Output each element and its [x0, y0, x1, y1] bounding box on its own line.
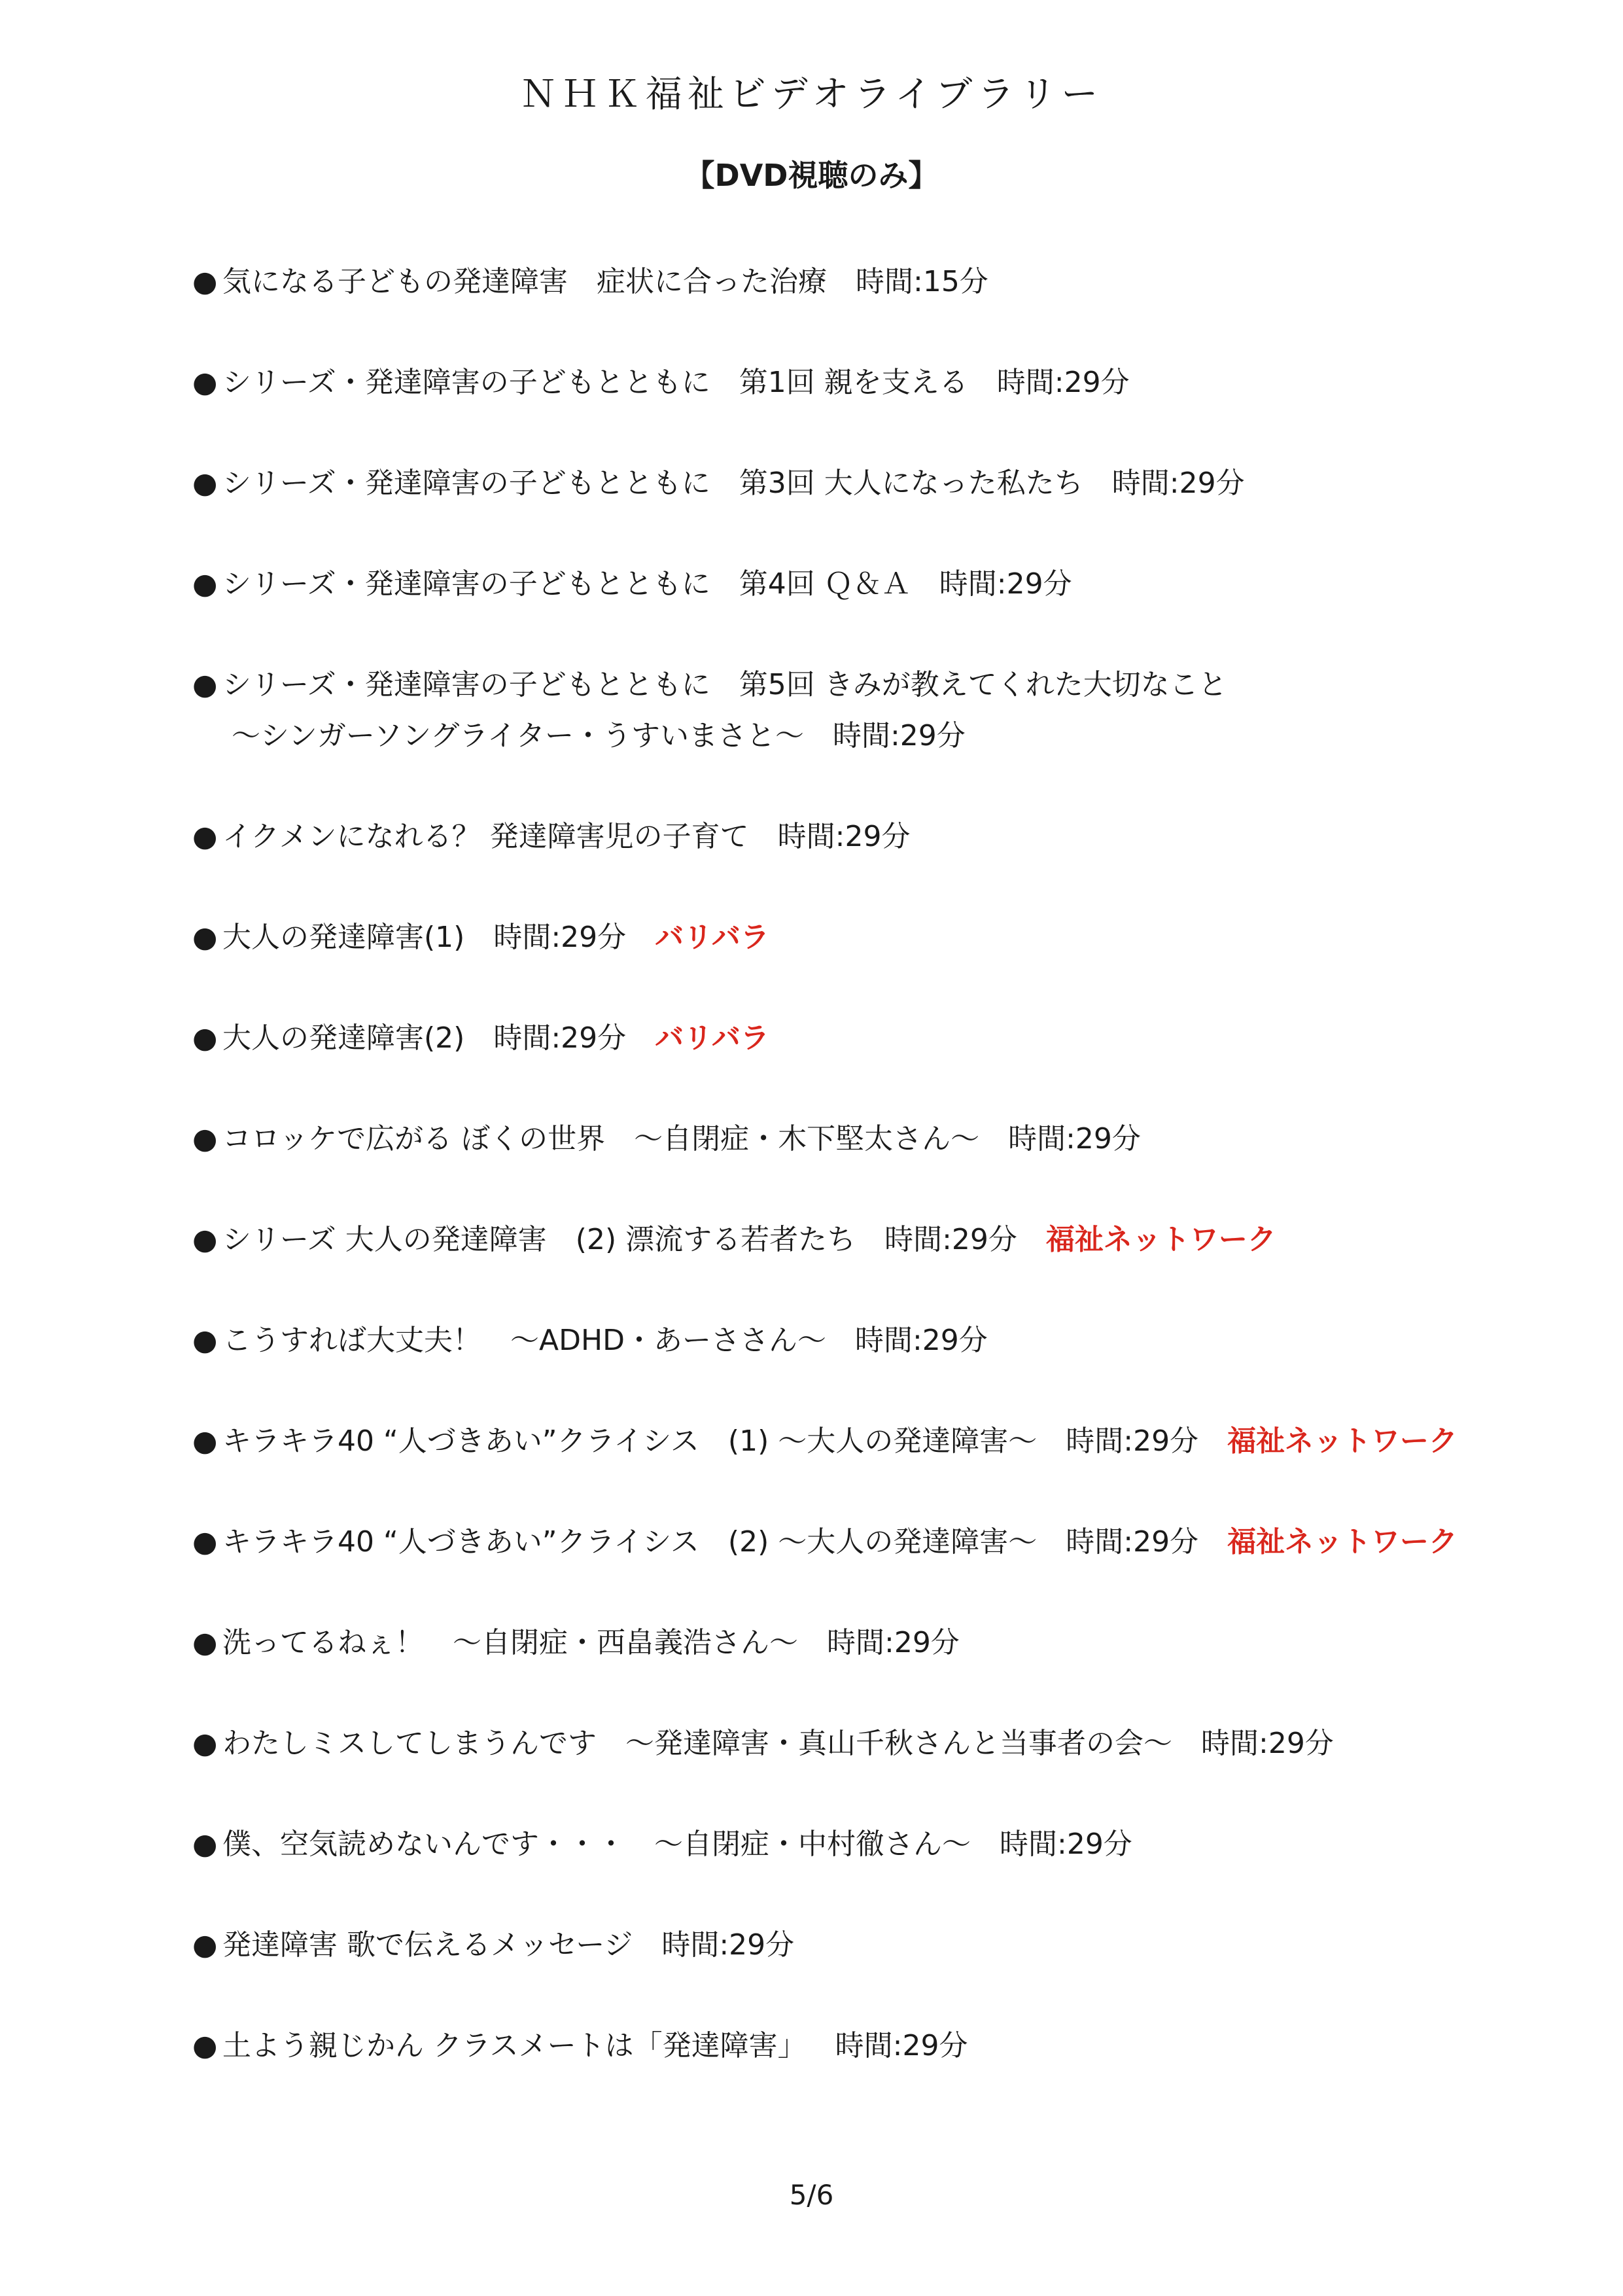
- video-duration: 時間:29分: [1000, 1828, 1132, 1861]
- bullet-icon: ●: [192, 1324, 218, 1357]
- video-duration: 時間:29分: [493, 921, 627, 954]
- list-item: [192, 1416, 1566, 1467]
- list-item: [192, 1214, 1566, 1265]
- video-title: わたしミスしてしまうんです ～発達障害・真山千秋さんと当事者の会～: [222, 1727, 1172, 1760]
- page-title: ＮＨＫ福祉ビデオライブラリー: [519, 73, 1104, 116]
- list-item: [192, 2021, 1566, 2072]
- list-item: [192, 1114, 1566, 1165]
- video-title: シリーズ・発達障害の子どもとともに 第5回 きみが教えてくれた大切なこと: [222, 668, 1227, 701]
- video-list: [192, 256, 1566, 2121]
- bullet-icon: ●: [192, 1021, 218, 1055]
- bullet-icon: ●: [192, 1223, 218, 1256]
- program-tag: 福祉ネットワーク: [1227, 1424, 1458, 1458]
- bullet-icon: ●: [192, 1727, 218, 1760]
- video-duration: 時間:29分: [1008, 1122, 1141, 1156]
- video-duration: 時間:29分: [1066, 1424, 1199, 1458]
- list-item: [192, 458, 1566, 509]
- bullet-icon: ●: [192, 1828, 218, 1861]
- list-item: [192, 1617, 1566, 1669]
- video-duration: 時間:29分: [661, 1928, 795, 1962]
- video-title: 僕、空気読めないんです・・・ ～自閉症・中村徹さん～: [222, 1828, 971, 1861]
- bullet-icon: ●: [192, 1928, 218, 1962]
- bullet-icon: ●: [192, 921, 218, 954]
- bullet-icon: ●: [192, 467, 218, 500]
- video-title: 洗ってるねぇ！ ～自閉症・西畠義浩さん～: [222, 1626, 798, 1659]
- bullet-icon: ●: [192, 820, 218, 853]
- list-item: [192, 357, 1566, 408]
- video-duration: 時間:29分: [884, 1223, 1017, 1256]
- program-tag: 福祉ネットワーク: [1227, 1525, 1458, 1559]
- program-tag: バリバラ: [655, 921, 769, 954]
- list-item: [192, 1013, 1566, 1064]
- program-tag: バリバラ: [655, 1021, 769, 1055]
- video-title: キラキラ40 “人づきあい”クライシス (1) ～大人の発達障害～: [222, 1424, 1038, 1458]
- video-duration: 時間:29分: [835, 2029, 968, 2062]
- list-item: [192, 1819, 1566, 1870]
- video-title: 土よう親じかん クラスメートは「発達障害」: [222, 2029, 807, 2062]
- video-title: コロッケで広がる ぼくの世界 ～自閉症・木下堅太さん～: [222, 1122, 980, 1156]
- video-duration: 時間:29分: [1201, 1727, 1334, 1760]
- video-title: 大人の発達障害(2): [222, 1021, 465, 1055]
- bullet-icon: ●: [192, 2029, 218, 2062]
- list-item: [192, 1315, 1566, 1366]
- video-duration: 時間:29分: [996, 366, 1130, 399]
- video-duration: 時間:29分: [832, 719, 966, 752]
- bullet-icon: ●: [192, 366, 218, 399]
- list-item: [192, 1920, 1566, 1971]
- video-title: シリーズ 大人の発達障害 (2) 漂流する若者たち: [222, 1223, 856, 1256]
- video-subtitle: ～シンガーソングライター・うすいまさと～: [232, 719, 804, 752]
- video-duration: 時間:29分: [827, 1626, 960, 1659]
- video-title: 大人の発達障害(1): [222, 921, 465, 954]
- bullet-icon: ●: [192, 567, 218, 601]
- bullet-icon: ●: [192, 668, 218, 701]
- program-tag: 福祉ネットワーク: [1045, 1223, 1276, 1256]
- video-duration: 時間:29分: [854, 1324, 988, 1357]
- bullet-icon: ●: [192, 1626, 218, 1659]
- video-duration: 時間:29分: [493, 1021, 627, 1055]
- list-item: [192, 912, 1566, 963]
- bullet-icon: ●: [192, 1525, 218, 1559]
- video-duration: 時間:29分: [939, 567, 1072, 601]
- video-duration: 時間:29分: [777, 820, 911, 853]
- list-item: [192, 1718, 1566, 1769]
- bullet-icon: ●: [192, 265, 218, 298]
- bullet-icon: ●: [192, 1122, 218, 1156]
- video-title: シリーズ・発達障害の子どもとともに 第1回 親を支える: [222, 366, 968, 399]
- video-title: キラキラ40 “人づきあい”クライシス (2) ～大人の発達障害～: [222, 1525, 1038, 1559]
- video-duration: 時間:15分: [856, 265, 988, 298]
- list-item: [192, 811, 1566, 862]
- list-item: [192, 256, 1566, 308]
- video-title: イクメンになれる？ 発達障害児の子育て: [222, 820, 749, 853]
- video-duration: 時間:29分: [1066, 1525, 1199, 1559]
- page-subtitle: 【DVD視聴のみ】: [684, 158, 939, 193]
- list-item: [192, 660, 1566, 762]
- video-title: シリーズ・発達障害の子どもとともに 第3回 大人になった私たち: [222, 467, 1083, 500]
- video-duration: 時間:29分: [1111, 467, 1245, 500]
- video-title: シリーズ・発達障害の子どもとともに 第4回 Ｑ＆Ａ: [222, 567, 911, 601]
- video-title: こうすれば大丈夫！ ～ADHD・あーささん～: [222, 1324, 826, 1357]
- page-number: 5/6: [789, 2179, 834, 2211]
- video-title: 発達障害 歌で伝えるメッセージ: [222, 1928, 633, 1962]
- list-item: [192, 559, 1566, 610]
- bullet-icon: ●: [192, 1424, 218, 1458]
- video-title: 気になる子どもの発達障害 症状に合った治療: [222, 265, 827, 298]
- list-item: [192, 1517, 1566, 1568]
